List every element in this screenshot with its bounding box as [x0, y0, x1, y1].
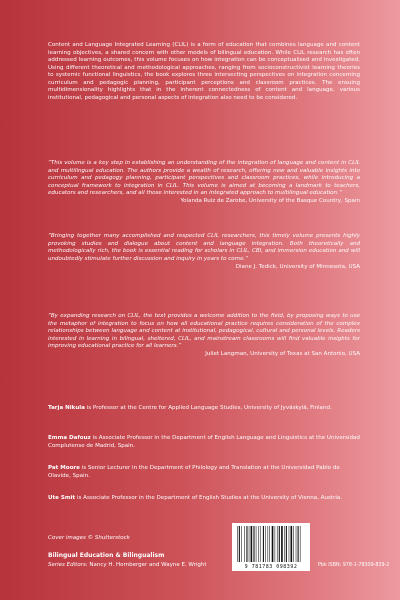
editor-name: Ute Smit [48, 495, 76, 501]
barcode-bar [244, 526, 245, 562]
barcode-bar [260, 526, 261, 562]
barcode-bar [263, 526, 264, 562]
barcode-digits: 9 781783 098392 [244, 564, 298, 570]
barcode-bar [272, 526, 274, 562]
endorsement-text: “By expanding research on CLIL, the text provides a welcome addition to the field, by proposing ways to use the metaphor of integration to focus on how all educational practice requires consideration of the complex relationships between language and content at institutional, pedagogical, cultural and personal levels. Readers interested in learning in bilingual, sheltered, CLIL, and mainstream classrooms will find valuable insights for improving educational practice for all learners.” [48, 313, 360, 349]
editor-name: Emma Dafouz [48, 435, 91, 441]
editor-name: Tarja Nikula [48, 405, 85, 411]
barcode-bar [275, 526, 276, 562]
editor-bio-text: is Professor at the Centre for Applied Language Studies, University of Jyväskylä, Finland. [84, 405, 332, 411]
barcode-bar [256, 526, 257, 562]
isbn-label: Pbk ISBN: 978-1-78309-839-2 [318, 563, 390, 568]
book-blurb: Content and Language Integrated Learning (CLIL) is a form of education that combines language and content learning objectives, a shared concern with other models of bilingual education. While CLIL research has often addressed learning outcomes, this volume focuses on how integration can be conceptualised and investigated. Using different theoretical and methodological approaches, ranging from socioconstructivist learning theories to systemic functional linguistics, the book explores three intersecting perspectives on integration concerning curriculum and pedagogic planning, participant perceptions and classroom practices. The ensuing multidimensionality highlights that in the inherent connectedness of content and language, various institutional, pedagogical and personal aspects of integration also need to be considered. [48, 42, 360, 101]
barcode-bar [241, 526, 242, 562]
barcode-bar [289, 526, 290, 562]
series-editors-label: Series Editors: [48, 562, 88, 568]
series-title: Bilingual Education & Bilingualism [48, 552, 165, 559]
series-editors [48, 562, 207, 568]
barcode-bar [286, 526, 287, 562]
barcode-bar [277, 526, 278, 562]
endorsement-quote [48, 313, 360, 359]
endorsement-text: “Bringing together many accomplished and respected CLIL researchers, this timely volume presents highly provoking studies and dialogue about content and language integration. Both theoretically and methodologically rich, the book is essential reading for scholars in CLIL, CBI, and immersion education and will undoubtedly stimulate further discussion and inquiry in years to come.” [48, 233, 360, 262]
barcode-bars [236, 526, 306, 562]
cover-image-credit: Cover images © Shutterstock [48, 535, 130, 541]
endorsement-quote [48, 160, 360, 206]
endorsement-attribution: Diane J. Tedick, University of Minnesota, USA [235, 263, 360, 270]
barcode-bar [253, 526, 254, 562]
barcode-bar [291, 526, 293, 562]
barcode-bar [300, 526, 301, 562]
barcode-bar [269, 526, 270, 562]
series-editors-names: Nancy H. Hornberger and Wayne E. Wright [87, 562, 207, 568]
editor-bio-text: is Associate Professor in the Department of English Studies at the University of Vienna, Austria. [75, 495, 343, 501]
editor-bio-text: is Senior Lecturer in the Department of Philology and Translation at the Universidad Pablo de Olavide, Spain. [48, 465, 340, 479]
editor-name: Pat Moore [48, 465, 80, 471]
endorsement-attribution: Juliet Langman, University of Texas at San Antonio, USA [205, 351, 360, 357]
editor-bio [48, 494, 360, 502]
barcode-bar [279, 526, 280, 562]
endorsement-attribution: Yolanda Ruiz de Zarobe, University of the Basque Country, Spain [180, 198, 360, 204]
endorsement-text: “This volume is a key step in establishing an understanding of the integration of language and content in CLIL and multilingual education. The authors provide a wealth of research, offering new and valuable insights into curriculum and pedagogy planning, participant perspectives and classroom practices, while introducing a conceptual framework to integration in CLIL. This volume is aimed at becoming a landmark to teachers, educators and researchers, and all those interested in an integrated approach to multilingual education.” [48, 160, 360, 196]
barcode-bar [237, 526, 238, 562]
editor-bio-text: is Associate Professor in the Department of English Language and Linguistics at the Universidad Complutense de Madrid, Spain. [48, 435, 360, 449]
barcode-bar [284, 526, 285, 562]
editor-bio [48, 404, 360, 412]
endorsement-quote [48, 233, 360, 271]
barcode-bar [281, 526, 283, 562]
barcode-bar [293, 526, 294, 562]
barcode-bar [249, 526, 250, 562]
barcode-bar [298, 526, 299, 562]
barcode-bar [246, 526, 247, 562]
barcode-bar [296, 526, 297, 562]
barcode-bar [268, 526, 269, 562]
barcode-bar [251, 526, 253, 562]
barcode-bar [239, 526, 240, 562]
editor-bio [48, 464, 360, 480]
barcode-bar [258, 526, 259, 562]
barcode [232, 523, 310, 571]
barcode-bar [265, 526, 266, 562]
editor-bio [48, 434, 360, 450]
